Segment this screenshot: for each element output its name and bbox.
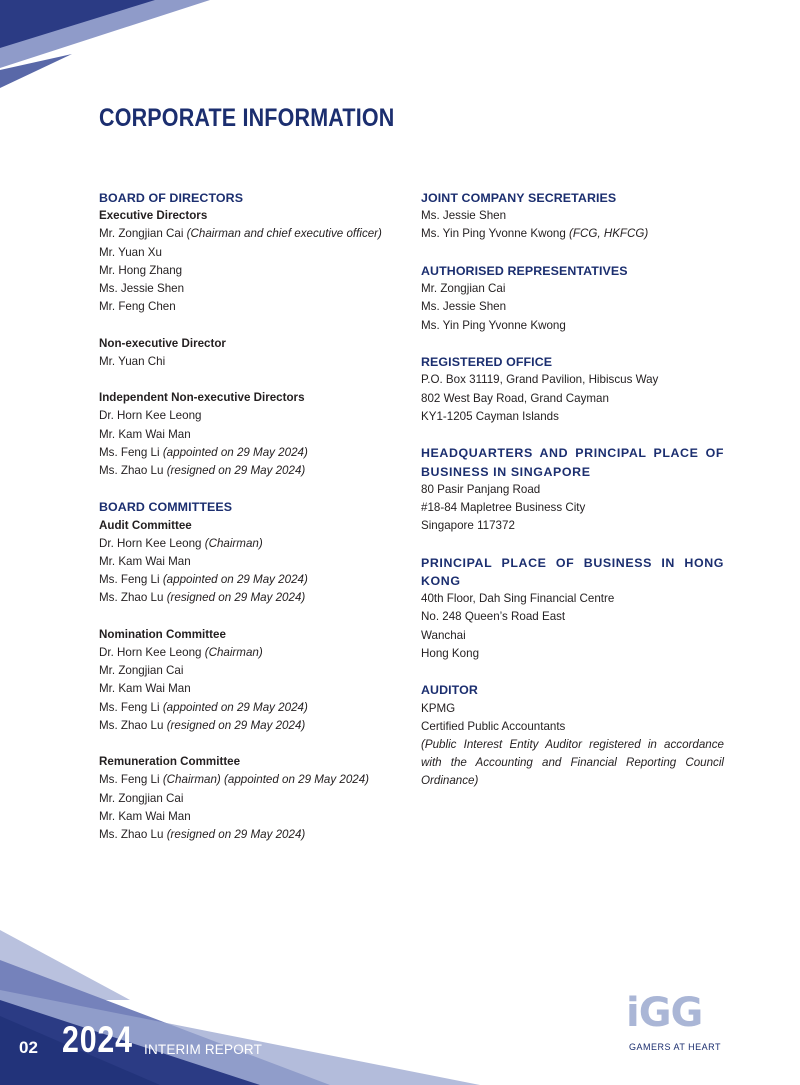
member-note: (Chairman) [204,646,263,660]
member-row [421,317,724,335]
member-note: (resigned on 29 May 2024) [166,464,306,478]
member-row [99,444,399,462]
member-name: Ms. Feng Li [99,573,160,587]
member-name: Mr. Kam Wai Man [99,427,191,441]
member-name: Ms. Feng Li [99,700,160,714]
address-line: Hong Kong [421,646,480,660]
member-name: Ms. Jessie Shen [99,282,185,296]
member-note: (appointed on 29 May 2024) [162,700,308,714]
auditor-name: KPMG [421,701,456,715]
member-row [99,535,399,553]
address-line: #18-84 Mapletree Business City [421,501,586,515]
non-executive-directors-list [99,353,399,371]
address-line: No. 248 Queen’s Road East [421,610,566,624]
member-note: (FCG, HKFCG) [569,227,649,241]
member-row [99,717,399,735]
board-committees-heading: BOARD COMMITTEES [99,500,233,515]
member-name: Ms. Yin Ping Yvonne Kwong [421,318,566,332]
member-row [99,571,399,589]
singapore-headquarters-heading: HEADQUARTERS AND PRINCIPAL PLACE OF BUSINESS IN SINGAPORE [421,446,724,479]
member-name: Mr. Zongjian Cai [99,227,184,241]
board-of-directors-heading: BOARD OF DIRECTORS [99,191,244,205]
auditor-heading: AUDITOR [421,683,478,698]
registered-office-address [421,371,724,426]
member-name: Mr. Kam Wai Man [99,682,191,696]
authorised-representatives-heading: AUTHORISED REPRESENTATIVES [421,264,628,278]
member-row [99,699,399,717]
member-row [99,353,399,371]
member-name: Dr. Horn Kee Leong [99,646,202,660]
member-note: (Chairman) [204,536,263,550]
executive-directors-label: Executive Directors [99,209,208,223]
member-name: Dr. Horn Kee Leong [99,409,202,423]
member-name: Mr. Zongjian Cai [99,664,184,678]
address-line: Singapore 117372 [421,519,515,533]
remuneration-committee-list [99,771,399,844]
secretaries-list [421,207,724,243]
member-name: Mr. Zongjian Cai [99,791,184,805]
right-column [421,189,724,791]
member-row [99,662,399,680]
member-note: (Chairman) (appointed on 29 May 2024) [162,773,370,787]
nomination-committee-list [99,644,399,735]
non-executive-director-label: Non-executive Director [99,336,226,350]
member-row [99,244,399,262]
member-note: (resigned on 29 May 2024) [166,718,306,732]
member-row [99,298,399,316]
member-name: Ms. Zhao Lu [99,828,164,842]
member-name: Dr. Horn Kee Leong [99,536,202,550]
address-line: 40th Floor, Dah Sing Financial Centre [421,592,615,606]
logo-tagline: GAMERS AT HEART [629,1042,722,1052]
member-name: Ms. Zhao Lu [99,591,164,605]
igg-logo-icon [626,990,726,1056]
report-label: INTERIM REPORT [144,1042,263,1057]
member-row [421,225,724,243]
member-row [99,553,399,571]
member-note: (Chairman and chief executive officer) [186,227,382,241]
member-row [99,808,399,826]
page-title: CORPORATE INFORMATION [99,104,395,132]
member-note: (appointed on 29 May 2024) [162,445,308,459]
registered-office-heading: REGISTERED OFFICE [421,355,553,370]
address-line: KY1-1205 Cayman Islands [421,409,559,423]
address-line: P.O. Box 31119, Grand Pavilion, Hibiscus Way [421,373,659,387]
member-name: Mr. Feng Chen [99,300,176,314]
nomination-committee-label: Nomination Committee [99,627,226,641]
member-row [421,298,724,316]
member-row [99,680,399,698]
member-name: Mr. Kam Wai Man [99,809,191,823]
member-name: Ms. Jessie Shen [421,300,507,314]
address-line: 802 West Bay Road, Grand Cayman [421,391,609,405]
member-name: Ms. Feng Li [99,445,160,459]
left-column [99,189,399,844]
joint-company-secretaries-heading: JOINT COMPANY SECRETARIES [421,191,617,205]
report-year: 2024 [62,1019,133,1060]
auditor-note: (Public Interest Entity Auditor registered in accordance with the Accounting and Financial Reporting Council Ordinance) [421,738,724,788]
member-name: Mr. Yuan Xu [99,245,162,259]
member-name: Ms. Zhao Lu [99,464,164,478]
member-row [99,462,399,480]
member-row [421,207,724,225]
audit-committee-label: Audit Committee [99,518,192,532]
member-row [99,826,399,844]
remuneration-committee-label: Remuneration Committee [99,755,241,769]
member-name: Mr. Zongjian Cai [421,282,506,296]
member-note: (resigned on 29 May 2024) [166,828,306,842]
member-row [421,280,724,298]
member-row [99,280,399,298]
audit-committee-list [99,535,399,608]
hong-kong-business-heading: PRINCIPAL PLACE OF BUSINESS IN HONG KONG [421,555,724,589]
logo-mark: iGG [626,990,703,1036]
member-name: Ms. Yin Ping Yvonne Kwong [421,227,566,241]
member-note: (resigned on 29 May 2024) [166,591,306,605]
executive-directors-list [99,225,399,316]
member-row [99,771,399,789]
singapore-address [421,481,724,536]
page-number: 02 [19,1038,38,1057]
member-row [99,225,399,243]
member-name: Ms. Feng Li [99,773,160,787]
independent-directors-label: Independent Non-executive Directors [99,391,305,405]
independent-directors-list [99,407,399,480]
member-name: Ms. Zhao Lu [99,718,164,732]
hong-kong-address [421,590,724,663]
member-note: (appointed on 29 May 2024) [162,573,308,587]
member-row [99,407,399,425]
member-row [99,426,399,444]
member-row [99,589,399,607]
member-name: Mr. Hong Zhang [99,263,183,277]
member-name: Ms. Jessie Shen [421,209,507,223]
member-name: Mr. Yuan Chi [99,354,166,368]
member-row [99,262,399,280]
address-line: 80 Pasir Panjang Road [421,482,541,496]
auditor-type: Certified Public Accountants [421,719,566,733]
member-row [99,644,399,662]
representatives-list [421,280,724,335]
member-row [99,790,399,808]
address-line: Wanchai [421,628,466,642]
member-name: Mr. Kam Wai Man [99,555,191,569]
